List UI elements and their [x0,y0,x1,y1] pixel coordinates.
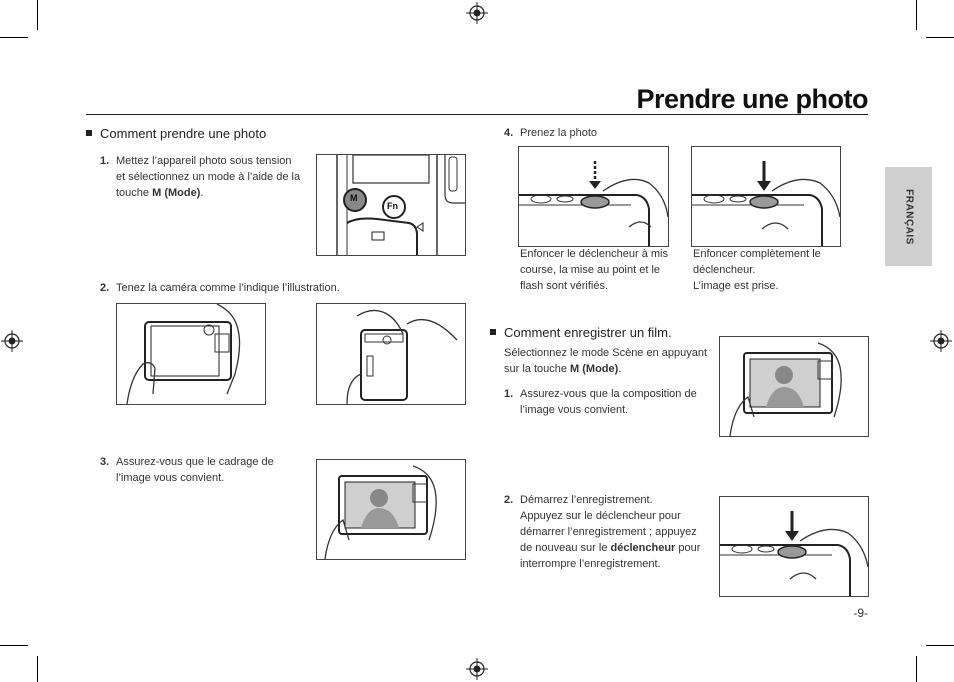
registration-mark-top [466,2,488,24]
page-number: -9- [853,606,868,620]
fn-button-label: Fn [387,201,398,211]
film-section-heading: Comment enregistrer un film. [490,325,672,340]
m-button-label: M [350,193,358,203]
hold-camera-horizontal-illustration [116,303,266,405]
language-tab-label: FRANÇAIS [903,188,914,245]
film-step-1: 1. Assurez-vous que la composition de l’image vous convient. [504,388,697,416]
photo-step-3: 3. Assurez-vous que le cadrage de l’image vous convient. [100,456,274,484]
bullet-square-icon [490,329,496,335]
film-record-shutter-illustration [719,496,869,597]
page-title: Prendre une photo [636,84,868,114]
half-press-shutter-illustration [518,146,669,247]
photo-section-heading: Comment prendre une photo [86,126,266,141]
registration-mark-right [930,330,952,352]
film-intro: Sélectionnez le mode Scène en appuyant sur la touche M (Mode). [504,347,708,375]
photo-step-4: 4. Prenez la photo [504,127,598,139]
mode-button-illustration [316,154,466,256]
hold-camera-vertical-illustration [316,303,466,405]
film-framing-illustration [719,336,869,437]
framing-photo-illustration [316,459,466,560]
bullet-square-icon [86,130,92,136]
registration-mark-left [1,330,23,352]
registration-mark-bottom [466,658,488,680]
full-press-caption: Enfoncer complètement le déclencheur. L’image est prise. [693,248,821,292]
half-press-caption: Enfoncer le déclencheur à mis course, la mise au point et le flash sont vérifiés. [520,248,668,292]
photo-step-2: 2. Tenez la caméra comme l’indique l’illustration. [100,282,340,294]
language-tab [885,167,932,266]
film-step-2: 2. Démarrez l’enregistrement. Appuyez sur le déclencheur pour démarrer l’enregistrement ; appuyez de nouveau sur le déclencheur pour interrompre l’enregistrement. [504,494,701,570]
full-press-shutter-illustration [691,146,841,247]
title-rule [86,114,868,115]
photo-step-1: 1. Mettez l’appareil photo sous tension et sélectionnez un mode à l’aide de la touche M (Mode). [100,155,301,199]
